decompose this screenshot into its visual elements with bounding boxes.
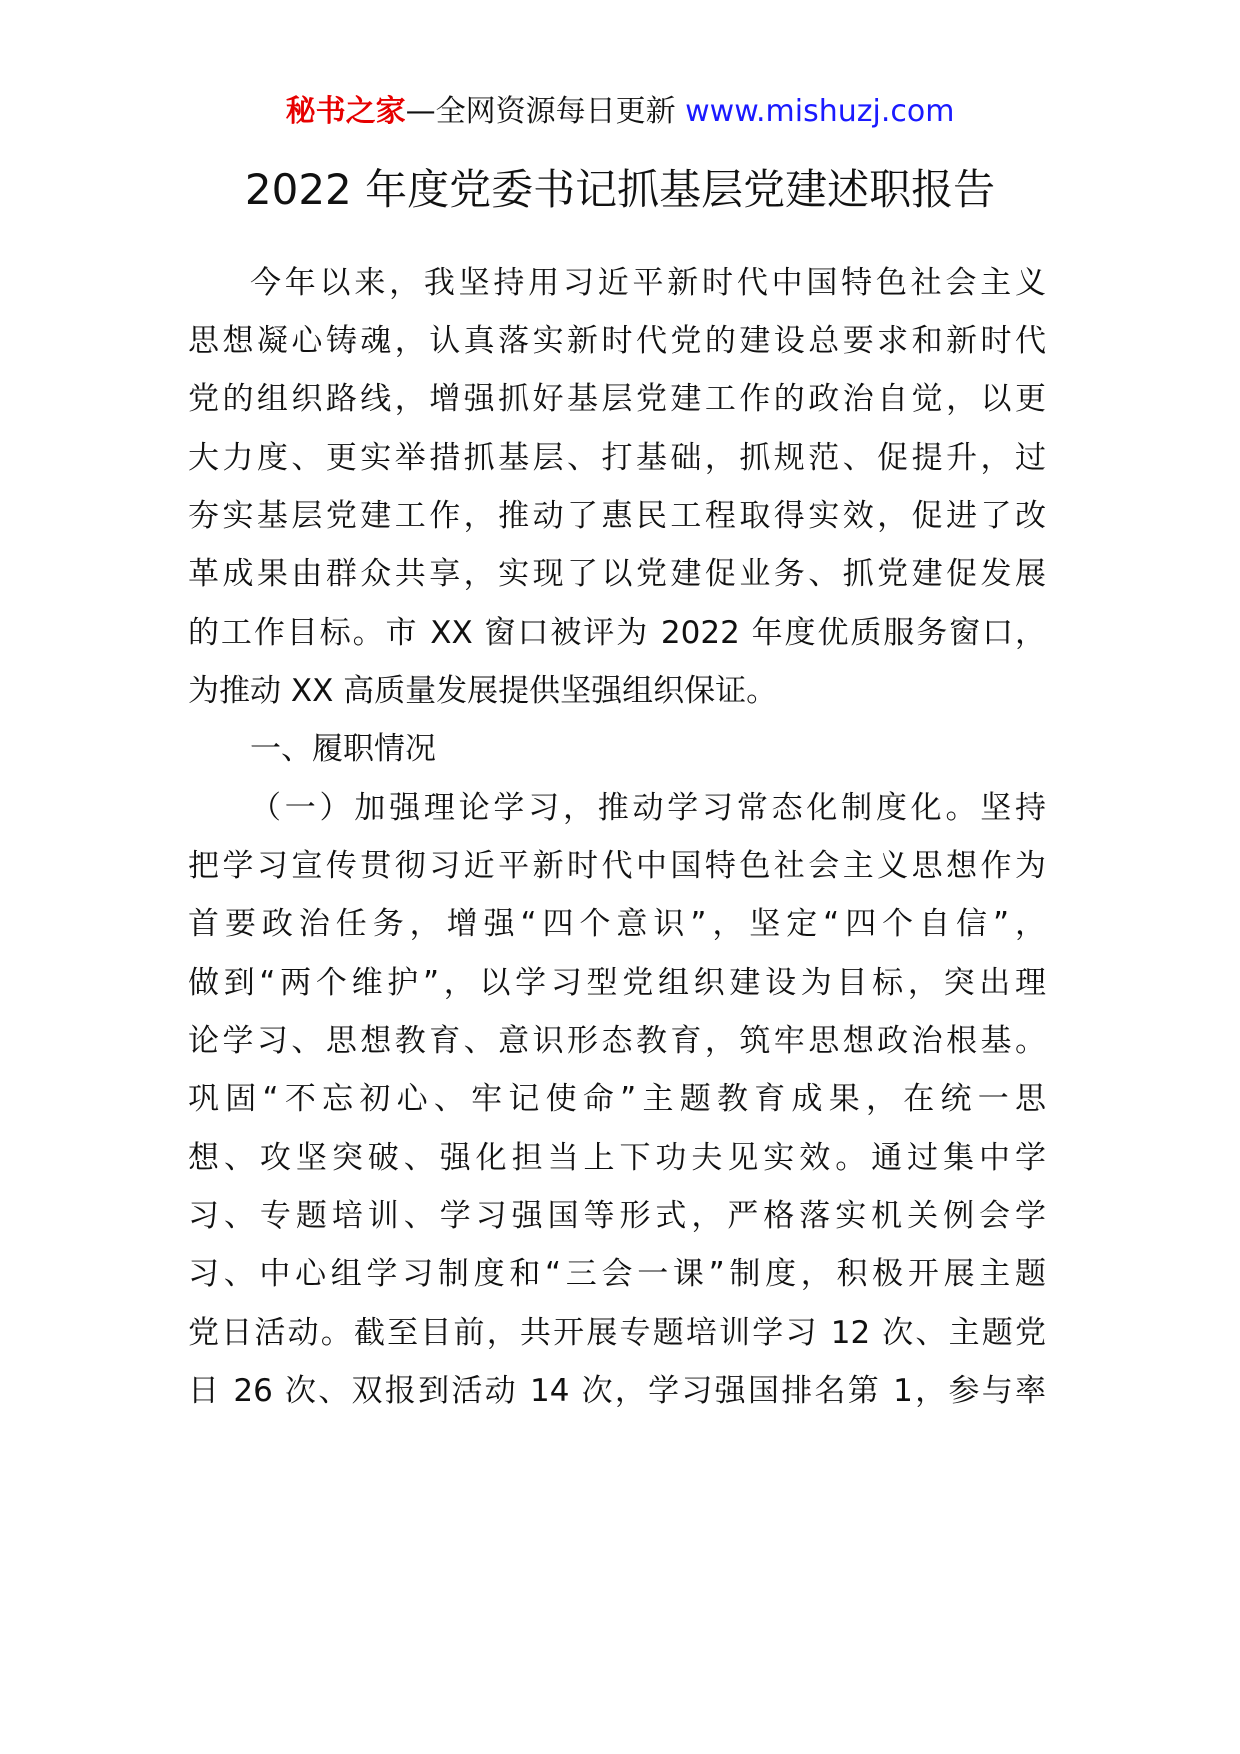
paragraph-line: （一）加强理论学习，推动学习常态化制度化。坚持 <box>250 790 1046 826</box>
paragraph-line: 习、中心组学习制度和“三会一课”制度，积极开展主题 <box>188 1256 1046 1292</box>
site-tagline: —全网资源每日更新 <box>405 94 686 129</box>
paragraph-line: 今年以来，我坚持用习近平新时代中国特色社会主义 <box>250 265 1046 301</box>
site-brand: 秘书之家 <box>285 94 406 129</box>
paragraph-line: 把学习宣传贯彻习近平新时代中国特色社会主义思想作为 <box>188 848 1046 884</box>
site-banner <box>0 92 1240 132</box>
document-title: 2022 年度党委书记抓基层党建述职报告 <box>244 165 996 214</box>
paragraph-line: 巩固“不忘初心、牢记使命”主题教育成果，在统一思 <box>188 1081 1046 1117</box>
paragraph-line: 为推动 XX 高质量发展提供坚强组织保证。 <box>188 673 778 709</box>
paragraph-line: 革成果由群众共享，实现了以党建促业务、抓党建促发展 <box>188 556 1046 592</box>
paragraph-line: 做到“两个维护”，以学习型党组织建设为目标，突出理 <box>188 965 1046 1001</box>
paragraph-line: 日 26 次、双报到活动 14 次，学习强国排名第 1，参与率 <box>188 1373 1046 1409</box>
site-url-link[interactable]: www.mishuzj.com <box>685 94 955 129</box>
paragraph-line: 党日活动。截至目前，共开展专题培训学习 12 次、主题党 <box>188 1315 1046 1351</box>
paragraph-line: 夯实基层党建工作，推动了惠民工程取得实效，促进了改 <box>188 498 1046 534</box>
paragraph-line: 党的组织路线，增强抓好基层党建工作的政治自觉，以更 <box>188 381 1046 417</box>
section-heading: 一、履职情况 <box>250 731 436 767</box>
paragraph-line: 首要政治任务，增强“四个意识”，坚定“四个自信”， <box>188 906 1046 942</box>
paragraph-line: 论学习、思想教育、意识形态教育，筑牢思想政治根基。 <box>188 1023 1046 1059</box>
paragraph-line: 想、攻坚突破、强化担当上下功夫见实效。通过集中学 <box>188 1140 1046 1176</box>
paragraph-line: 的工作目标。市 XX 窗口被评为 2022 年度优质服务窗口， <box>188 615 1046 651</box>
paragraph-line: 大力度、更实举措抓基层、打基础，抓规范、促提升，过 <box>188 440 1046 476</box>
paragraph-line: 习、专题培训、学习强国等形式，严格落实机关例会学 <box>188 1198 1046 1234</box>
paragraph-line: 思想凝心铸魂，认真落实新时代党的建设总要求和新时代 <box>188 323 1046 359</box>
